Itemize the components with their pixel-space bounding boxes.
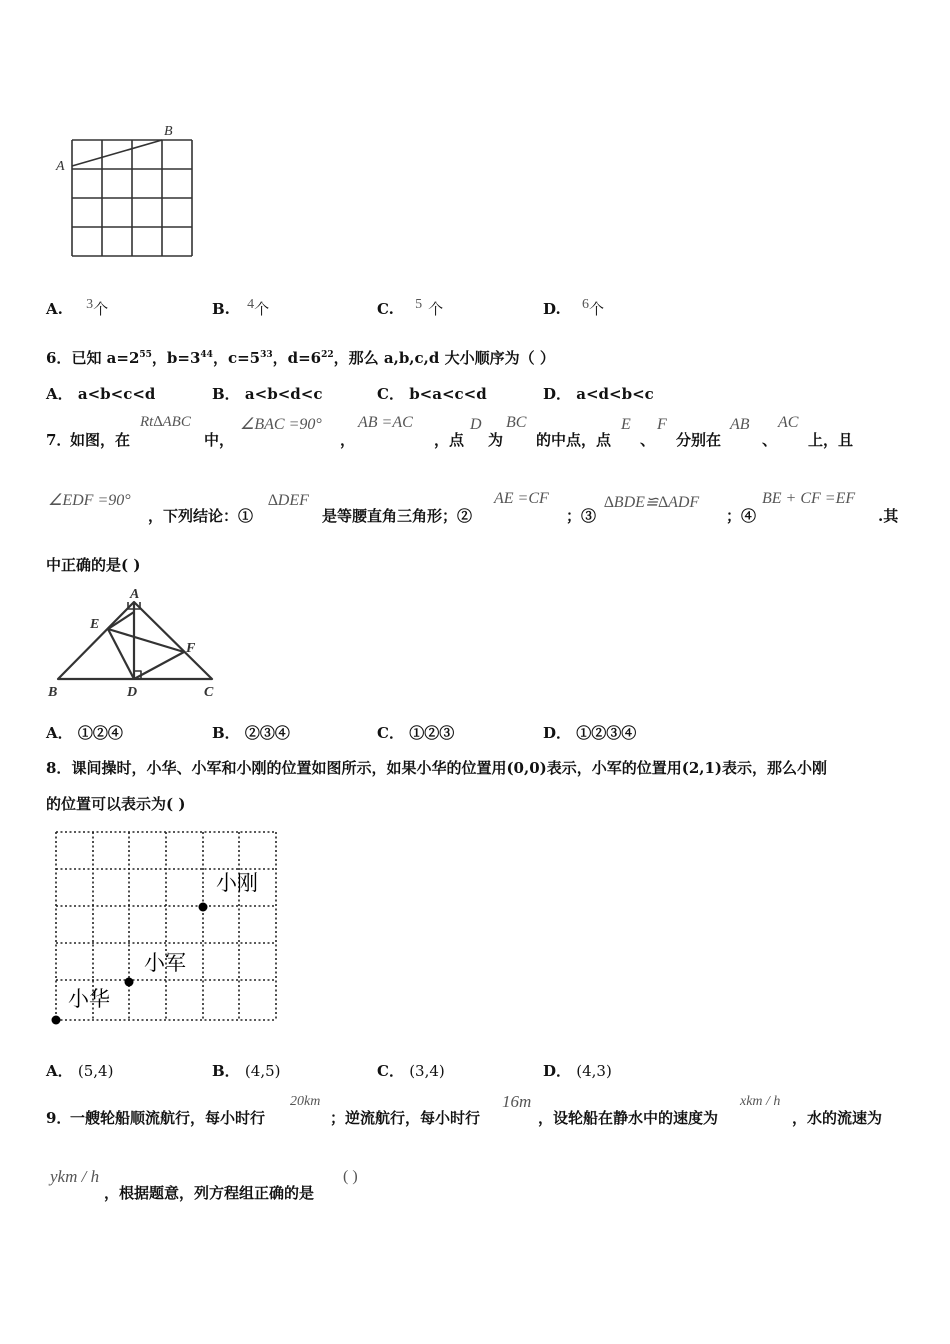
label-xiaogang: 小刚 xyxy=(216,871,258,895)
q8-option-d[interactable]: D． (4,3) xyxy=(543,1062,612,1080)
q8-option-c[interactable]: C． (3,4) xyxy=(377,1062,445,1080)
q5-option-c[interactable]: C. 5 个 xyxy=(377,297,444,318)
label-b: B xyxy=(48,685,58,700)
q7-option-c[interactable]: C． ①②③ xyxy=(377,724,455,742)
q6-option-a[interactable]: A． a<b<c<d xyxy=(46,385,156,403)
q7-option-d[interactable]: D． ①②③④ xyxy=(543,724,637,742)
q6-stem: 6．已知 $a=2^{55}$，$b=3^{44}$，$c=5^{33}$，$d=6^{22}$，那么 a,b,c,d 大小顺序为（ ） xyxy=(46,349,555,367)
q7-option-a[interactable]: A． ①②④ xyxy=(46,724,123,742)
q8-option-b[interactable]: B． (4,5) xyxy=(212,1062,281,1080)
point-b-label: B xyxy=(164,124,173,139)
label-c: C xyxy=(204,685,214,700)
point-xiaohua xyxy=(52,1016,61,1025)
q7-stem-line3: 中正确的是( ) xyxy=(46,556,141,574)
point-xiaogang xyxy=(199,903,208,912)
point-xiaojun xyxy=(125,978,134,987)
q6-option-c[interactable]: C． b<a<c<d xyxy=(377,385,487,403)
q6-option-b[interactable]: B． a<b<d<c xyxy=(212,385,323,403)
q7-option-b[interactable]: B． ②③④ xyxy=(212,724,290,742)
segment-ab xyxy=(72,140,162,166)
label-a: A xyxy=(130,587,140,602)
label-d: D xyxy=(127,685,138,700)
label-xiaohua: 小华 xyxy=(68,987,110,1011)
label-xiaojun: 小军 xyxy=(144,951,186,975)
label-e: E xyxy=(90,617,100,632)
point-a-label: A xyxy=(56,159,65,174)
label-f: F xyxy=(186,641,196,656)
q7-triangle-figure xyxy=(44,582,234,702)
q8-option-a[interactable]: A． (5,4) xyxy=(46,1062,114,1080)
q5-option-a[interactable]: A. 3个 xyxy=(46,297,109,318)
q5-option-d[interactable]: D. 6个 xyxy=(543,297,604,318)
q8-stem-line1: 8．课间操时，小华、小军和小刚的位置如图所示，如果小华的位置用(0,0)表示，小军的位置用(2,1)表示，那么小刚 xyxy=(46,759,828,777)
q8-stem-line2: 的位置可以表示为( ) xyxy=(46,795,186,813)
q8-position-grid xyxy=(40,820,290,1030)
q5-grid-figure xyxy=(52,118,202,263)
q5-option-b[interactable]: B. 4个 xyxy=(212,297,270,318)
q6-option-d[interactable]: D． a<d<b<c xyxy=(543,385,654,403)
